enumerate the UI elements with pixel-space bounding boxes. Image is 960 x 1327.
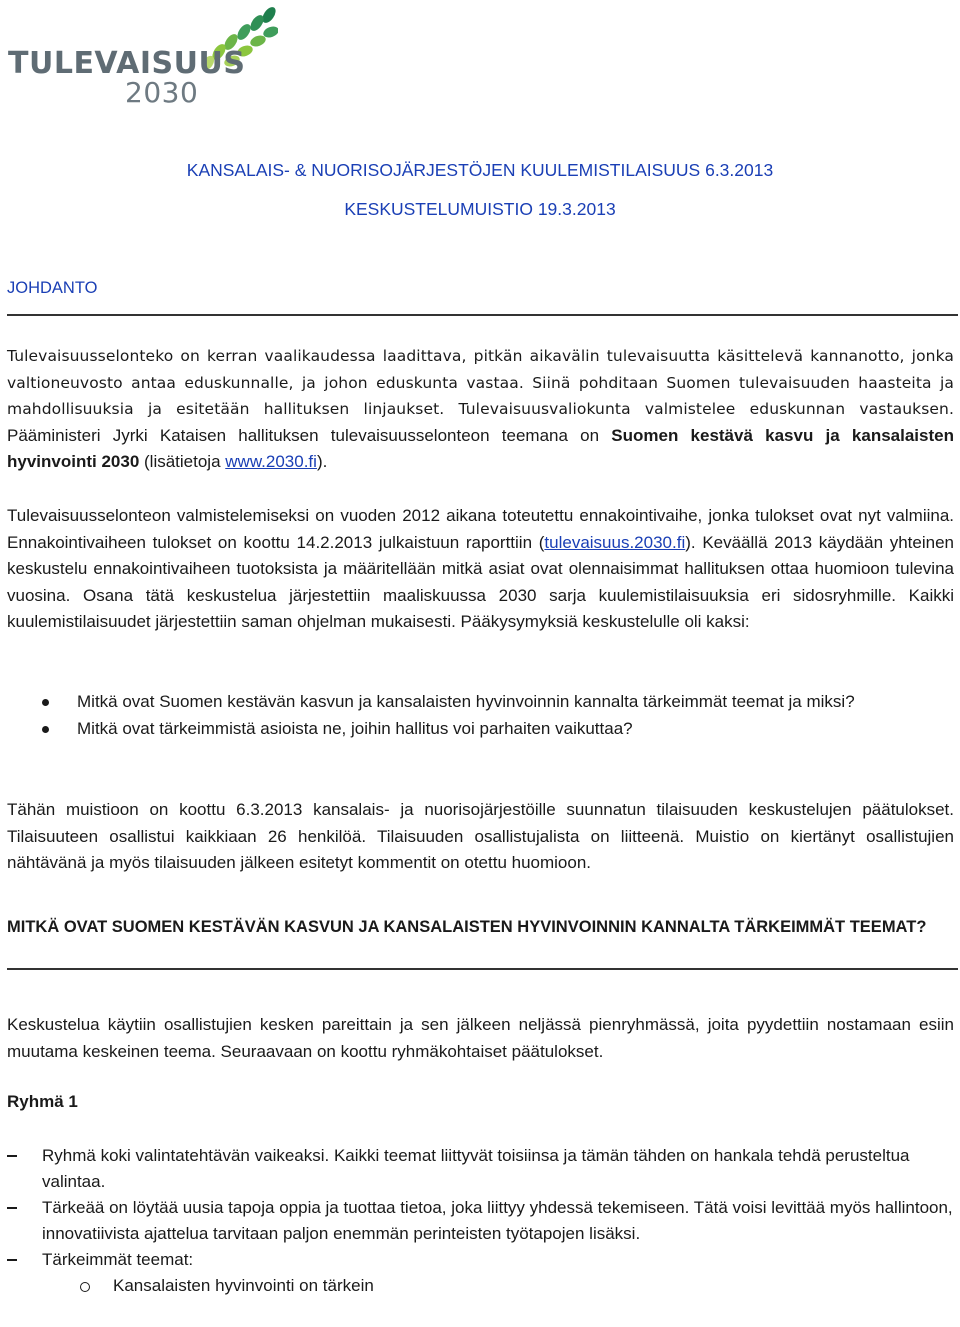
intro-p1-sans-text: Tulevaisuusselonteko on kerran vaalikaudessa laadittava, pitkän aikavälin tulevaisuutta käsittelevä kannanotto, jonka valtioneuvosto antaa eduskunnalle, ja johon eduskunta vastaa. Siinä pohditaan Suomen tulevaisuuden haasteita ja mahdollisuuksia ja esitetään hallituksen linjaukset. Tulevaisuusvaliokunta valmistelee eduskunnan vastauksen. — [7, 347, 954, 418]
sub-list-item — [7, 1273, 954, 1299]
intro-p2-text-1: Tulevaisuusselonteon valmistelemiseksi on vuoden 2012 aikana toteutettu ennakointivaihe, jonka tulokset ovat nyt valmiina. Ennakointivaiheen tulokset on koottu 14.2.2013 julkaistuun raporttiin ( — [7, 506, 954, 552]
group-item-3: Tärkeimmät teemat: — [42, 1250, 194, 1269]
dash-icon — [7, 1259, 17, 1261]
section-heading: MITKÄ OVAT SUOMEN KESTÄVÄN KASVUN JA KANSALAISTEN HYVINVOINNIN KANNALTA TÄRKEIMMÄT TEEMAT? — [7, 918, 927, 936]
dash-icon — [7, 1155, 17, 1157]
list-item — [7, 716, 954, 743]
intro-p2-text-2: ). Keväällä 2013 käydään yhteinen keskustelu ennakointivaiheen tuotoksista ja määritellään mitkä asiat ovat olennaisimmat hallituksen ottaa huomioon tulevina vuosina. Osana tätä keskustelua järjestettiin maaliskuussa 2030 sarja kuulemistilaisuuksia eri sidosryhmille. Kaikki kuulemistilaisuudet järjestettiin saman ohjelman mukaisesti. Pääkysymyksiä keskustelulle oli kaksi: — [7, 532, 954, 631]
intro-paragraph-1 — [7, 343, 954, 476]
group-item-1: Ryhmä koki valintatehtävän vaikeaksi. Kaikki teemat liittyvät toisiinsa ja tämän tähden on hankala tehdä perusteltua valintaa. — [42, 1146, 910, 1191]
group-list — [7, 1143, 954, 1299]
logo-year: 2030 — [125, 76, 199, 109]
questions-list — [7, 689, 954, 742]
section-paragraph: Keskustelua käytiin osallistujien kesken pareittain ja sen jälkeen neljässä pienryhmässä, joita pyydettiin nostamaan esiin muutama keskeinen teema. Seuraavaan on koottu ryhmäkohtaiset päätulokset. — [7, 1015, 954, 1061]
intro-p1-bold: Suomen kestävä kasvu ja kansalaisten hyvinvointi 2030 — [7, 425, 954, 471]
bullet-icon — [42, 699, 49, 706]
dash-icon — [7, 1207, 17, 1209]
list-item — [7, 1143, 954, 1195]
section-divider — [7, 968, 958, 970]
intro-p1-end: ). — [316, 452, 328, 471]
group-heading: Ryhmä 1 — [7, 1092, 78, 1111]
list-item — [7, 1247, 954, 1273]
list-item — [7, 1195, 954, 1247]
link-2030[interactable]: www.2030.fi — [225, 452, 317, 471]
intro-paragraph-3: Tähän muistioon on koottu 6.3.2013 kansalais- ja nuorisojärjestöille suunnatun tilaisuuden keskustelujen päätulokset. Tilaisuuteen osallistui kaikkiaan 26 henkilöä. Tilaisuuden osallistujalista on liitteenä. Muistio on kiertänyt osallistujien nähtävänä ja myös tilaisuuden jälkeen esitetyt kommentit on otettu huomioon. — [7, 800, 954, 872]
intro-p1-paren: (lisätietoja — [139, 452, 226, 471]
intro-heading: JOHDANTO — [7, 279, 98, 297]
circle-bullet-icon — [80, 1282, 90, 1292]
question-1: Mitkä ovat Suomen kestävän kasvun ja kansalaisten hyvinvoinnin kannalta tärkeimmät teemat ja miksi? — [77, 692, 855, 711]
question-2: Mitkä ovat tärkeimmistä asioista ne, joihin hallitus voi parhaiten vaikuttaa? — [77, 718, 633, 738]
intro-paragraph-2 — [7, 503, 954, 636]
logo-name: TULEVAISUUS — [8, 46, 246, 81]
tulevaisuus-logo — [8, 6, 278, 112]
link-tulevaisuus-2030[interactable]: tulevaisuus.2030.fi — [544, 532, 686, 552]
heading-divider — [7, 314, 958, 316]
bullet-icon — [42, 726, 49, 733]
list-item — [7, 689, 954, 716]
intro-p1-text: Pääministeri Jyrki Kataisen hallituksen tulevaisuusselonteon teemana on — [7, 425, 612, 445]
document-subtitle: KESKUSTELUMUISTIO 19.3.2013 — [344, 199, 616, 219]
group-item-2: Tärkeää on löytää uusia tapoja oppia ja tuottaa tietoa, joka liittyy yhdessä tekemiseen. Tätä voisi levittää myös hallintoon, innovatiivista ajattelua tarvitaan paljon enemmän perinteisten työtapojen lisäksi. — [42, 1198, 953, 1243]
group-subitem-1: Kansalaisten hyvinvointi on tärkein — [113, 1276, 374, 1295]
document-title: KANSALAIS- & NUORISOJÄRJESTÖJEN KUULEMISTILAISUUS 6.3.2013 — [186, 160, 774, 180]
